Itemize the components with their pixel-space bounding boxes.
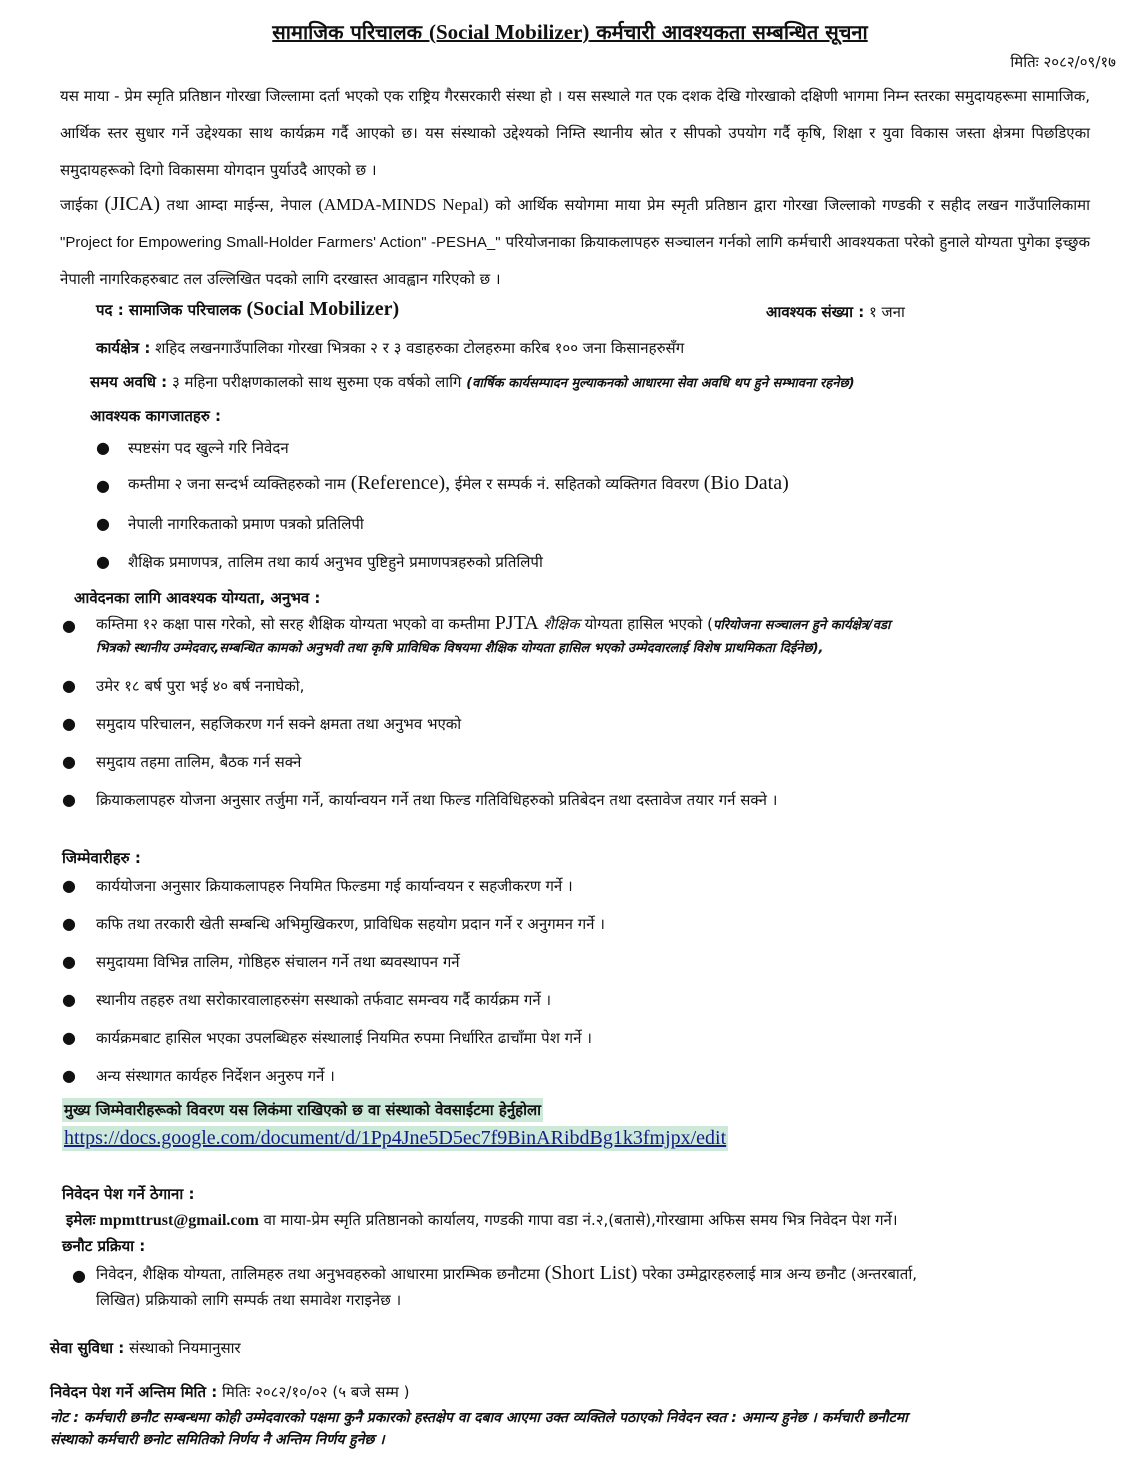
sel-b: परेका उम्मेद्वारहरुलाई मात्र अन्य छनौट (अन्तरबार्ता, — [637, 1265, 917, 1283]
document-item-4: शैक्षिक प्रमाणपत्र, तालिम तथा कार्य अनुभव पुष्टिहुने प्रमाणपत्रहरुको प्रतिलिपी — [128, 553, 543, 571]
p2-d: परियोजनाका क्रियाकलापहरु सञ्चालन गर्नको लागि कर्मचारी आवश्यकता परेको हुनाले योग्यता पुगेका इच्छुक नेपाली नागरिकहरुबाट तल उल्लिखित पदको लागि दरखास्त आवह्वान गरिएको छ । — [60, 233, 1090, 288]
qualification-item-4: समुदाय तहमा तालिम, बैठक गर्न सक्ने — [96, 753, 302, 771]
bullet-icon: ● — [62, 676, 76, 695]
document-item-3: नेपाली नागरिकताको प्रमाण पत्रको प्रतिलिपी — [128, 515, 364, 533]
bullet-icon: ● — [96, 438, 110, 457]
duration-label: समय अवधि : — [90, 373, 168, 391]
doc2-ref: (Reference), — [345, 472, 451, 494]
note-line-2: संस्थाको कर्मचारी छनोट समितिको निर्णय नै अन्तिम निर्णय हुनेछ । — [50, 1432, 385, 1448]
duration-value: ३ महिना परीक्षणकालको साथ सुरुमा एक वर्षको लागि — [167, 373, 467, 391]
email-label: इमेलः — [66, 1211, 96, 1229]
qualification-item-2: उमेर १८ बर्ष पुरा भई ४० बर्ष ननाघेको, — [96, 677, 305, 695]
qualification-item-5: क्रियाकलापहरु योजना अनुसार तर्जुमा गर्ने, कार्यान्वयन गर्ने तथा फिल्ड गतिविधिहरुको प्रतिबेदन तथा दस्तावेज तयार गर्न सक्ने । — [96, 791, 778, 809]
post-count-label: आवश्यक संख्या : — [766, 303, 865, 321]
bullet-icon: ● — [72, 1266, 86, 1285]
workarea-line — [96, 338, 684, 358]
doc2-bio: (Bio Data) — [703, 472, 789, 494]
facility-label: सेवा सुविधा : — [50, 1339, 125, 1357]
amda-text: (AMDA-MINDS Nepal) — [318, 195, 489, 214]
responsibility-item-6: अन्य संस्थागत कार्यहरु निर्देशन अनुरुप गर्ने । — [96, 1067, 335, 1085]
responsibility-item-1: कार्ययोजना अनुसार क्रियाकलापहरु नियमित फिल्डमा गई कार्यान्वयन र सहजीकरण गर्ने । — [96, 877, 573, 895]
document-item-1: स्पष्टसंग पद खुल्ने गरि निवेदन — [128, 439, 289, 457]
q1-a: कम्तिमा १२ कक्षा पास गरेको, सो सरह शैक्षिक योग्यता भएको वा कम्तीमा — [96, 615, 495, 633]
deadline-label: निवेदन पेश गर्ने अन्तिम मिति : — [50, 1383, 218, 1401]
email-address[interactable]: mpmttrust@gmail.com — [95, 1212, 259, 1229]
bullet-icon: ● — [62, 914, 76, 933]
q1-note1: परियोजना सञ्चालन हुने कार्यक्षेत्र/वडा — [712, 618, 891, 633]
post-count-value: १ जना — [864, 303, 905, 321]
notice-date: मितिः २०८२/०९/१७ — [1010, 53, 1116, 71]
q1-c: योग्यता हासिल भएको ( — [579, 615, 713, 633]
p2-c: को आर्थिक सयोगमा माया प्रेम स्मृती प्रतिष्ठान द्वारा गोरखा जिल्लाको गण्डकी र सहीद लखन गाउँपालिकामा — [488, 196, 1090, 214]
post-en: (Social Mobilizer) — [246, 298, 400, 320]
p2-a: जाईका — [60, 196, 105, 214]
intro-paragraph-1: यस माया - प्रेम स्मृति प्रतिष्ठान गोरखा जिल्लामा दर्ता भएको एक राष्ट्रिय गैरसरकारी संस्था हो । यस सस्थाले गत एक दशक देखि गोरखाको दक्षिणी भागमा निम्न स्तरका समुदायहरूमा सामाजिक, आर्थिक स्तर सुधार गर्ने उद्देश्यका साथ कार्यक्रम गर्दै आएको छ। यस संस्थाको उद्देश्यको निम्ति स्थानीय स्रोत र सीपको उपयोग गर्दै कृषि, शिक्षा र युवा विकास जस्ता क्षेत्रमा पिछडिएका समुदायहरूको दिगो विकासमा योगदान पुर्याउदै आएको छ । — [60, 87, 1090, 179]
bullet-icon: ● — [62, 790, 76, 809]
bullet-icon: ● — [62, 876, 76, 895]
responsibility-item-5: कार्यक्रमबाट हासिल भएका उपलब्धिहरु संस्थालाई नियमित रुपमा निर्धारित ढाचाँमा पेश गर्ने । — [96, 1029, 592, 1047]
bullet-icon: ● — [62, 990, 76, 1009]
workarea-label: कार्यक्षेत्र : — [96, 339, 151, 357]
responsibilities-heading: जिम्मेवारीहरु : — [62, 849, 141, 867]
workarea-value: शहिद लखनगाउँपालिका गोरखा भित्रका २ र ३ वडाहरुका टोलहरुमा करिब १०० जना किसानहरुसँग — [150, 339, 685, 357]
facility-line — [50, 1338, 241, 1358]
responsibility-item-3: समुदायमा विभिन्न तालिम, गोष्ठिहरु संचालन गर्ने तथा ब्यवस्थापन गर्ने — [96, 953, 460, 971]
post-label: पद : सामाजिक परिचालक — [96, 301, 247, 319]
note-line-1: नोट : कर्मचारी छनौट सम्बन्धमा कोही उम्मेदवारको पक्षमा कुनै प्रकारको हस्तक्षेप वा दबाव आएमा उक्त व्यक्तिले पठाएको निवेदन स्वत : अमान्य हुनेछ । कर्मचारी छनौटमा — [50, 1410, 908, 1426]
deadline-line — [50, 1382, 409, 1402]
bullet-icon: ● — [62, 1028, 76, 1047]
bullet-icon: ● — [96, 552, 110, 571]
intro-paragraph-2 — [60, 186, 1090, 298]
jica-text: (JICA) — [104, 193, 160, 215]
page-title — [0, 18, 1140, 45]
doc2-mid: ईमेल र सम्पर्क नं. सहितको व्यक्तिगत विवरण — [450, 475, 704, 493]
duration-note: (वार्षिक कार्यसम्पादन मुल्याकनको आधारमा सेवा अवधि थप हुने सम्भावना रहनेछ) — [466, 376, 855, 391]
bullet-icon: ● — [96, 476, 110, 495]
bullet-icon: ● — [62, 714, 76, 733]
responsibilities-link-text: मुख्य जिम्मेवारीहरूको विवरण यस लिकंमा राखिएको छ वा संस्थाको वेवसाईटमा हेर्नुहोला — [62, 1098, 543, 1122]
p2-b: तथा आम्दा माईन्स, नेपाल — [160, 196, 319, 214]
qualification-item-1 — [96, 612, 890, 635]
title-en: (Social Mobilizer) — [428, 20, 590, 44]
post-count — [766, 302, 905, 322]
bullet-icon: ● — [62, 952, 76, 971]
responsibility-item-2: कफि तथा तरकारी खेती सम्बन्धि अभिमुखिकरण, प्राविधिक सहयोग प्रदान गर्ने र अनुगमन गर्ने । — [96, 915, 605, 933]
responsibilities-doc-link[interactable]: https://docs.google.com/document/d/1Pp4Jne5D5ec7f9BinARibdBg1k3fmjpx/edit — [64, 1127, 727, 1149]
address-heading: निवेदन पेश गर्ने ठेगाना : — [62, 1185, 195, 1203]
documents-heading: आवश्यक कागजातहरु : — [90, 407, 222, 425]
title-np-after: कर्मचारी आवश्यकता सम्बन्धित सूचना — [589, 20, 868, 44]
selection-heading: छनौट प्रक्रिया : — [62, 1237, 146, 1255]
address-line — [66, 1210, 898, 1230]
deadline-value: मितिः २०८२/१०/०२ (५ बजे सम्म ) — [217, 1383, 410, 1401]
document-item-2 — [128, 472, 789, 495]
post-line — [96, 298, 399, 321]
duration-line — [90, 372, 855, 392]
qualifications-heading: आवेदनका लागि आवश्यक योग्यता, अनुभव : — [74, 589, 321, 607]
bullet-icon: ● — [62, 1066, 76, 1085]
responsibility-item-4: स्थानीय तहहरु तथा सरोकारवालाहरुसंग सस्थाको तर्फवाट समन्वय गर्दै कार्यक्रम गर्ने । — [96, 991, 552, 1009]
sel-a: निवेदन, शैक्षिक योग्यता, तालिमहरु तथा अनुभवहरुको आधारमा प्रारम्भिक छनौटमा — [96, 1265, 545, 1283]
q1-pjta: PJTA — [494, 612, 539, 634]
q1-b: शैक्षिक — [538, 615, 580, 633]
doc2-a: कम्तीमा २ जना सन्दर्भ व्यक्तिहरुको नाम — [128, 475, 346, 493]
sel-shortlist: (Short List) — [544, 1262, 638, 1284]
facility-value: संस्थाको नियमानुसार — [124, 1339, 241, 1357]
qualification-item-1-note: भित्रको स्थानीय उम्मेदवार,सम्बन्धित कामको अनुभवी तथा कृषि प्राविधिक विषयमा शैक्षिक योग्यता हासिल भएको उम्मेदवारलाई विशेष प्राथमिकता दिईनेछ), — [96, 641, 824, 656]
bullet-icon: ● — [96, 514, 110, 533]
title-np-before: सामाजिक परिचालक — [272, 20, 429, 44]
address-rest: वा माया-प्रेम स्मृति प्रतिष्ठानको कार्यालय, गण्डकी गापा वडा नं.२,(बतासे),गोरखामा अफिस समय भित्र निवेदन पेश गर्ने। — [258, 1211, 898, 1229]
qualification-item-3: समुदाय परिचालन, सहजिकरण गर्न सक्ने क्षमता तथा अनुभव भएको — [96, 715, 462, 733]
selection-line-1 — [96, 1262, 917, 1285]
bullet-icon: ● — [62, 752, 76, 771]
project-name: "Project for Empowering Small-Holder Farmers' Action" -PESHA_" — [60, 234, 501, 251]
selection-line-2: लिखित) प्रक्रियाको लागि सम्पर्क तथा समावेश गराइनेछ । — [96, 1291, 402, 1309]
bullet-icon: ● — [62, 616, 76, 635]
